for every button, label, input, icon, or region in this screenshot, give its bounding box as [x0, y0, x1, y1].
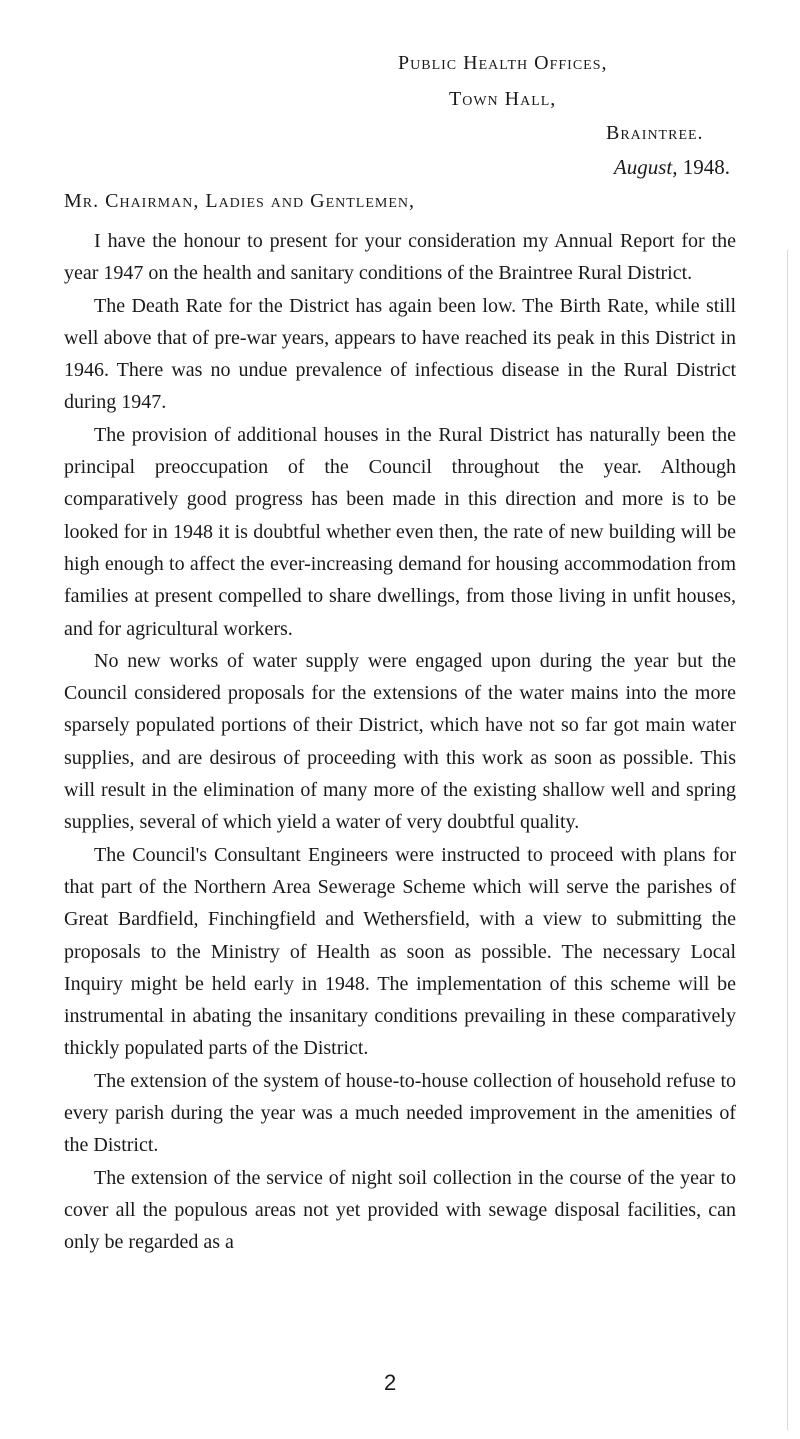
letter-date: [614, 155, 730, 180]
salutation: Mr. Chairman, Ladies and Gentlemen,: [64, 190, 415, 212]
paragraph-night-soil: The extension of the service of night soil collection in the course of the year to cover all the populous areas not yet provided with sewage disposal facilities, can only be regarded as a: [64, 1166, 736, 1254]
address-line-building: Town Hall,: [449, 88, 557, 110]
paragraph-vital-statistics: The Death Rate for the District has again been low. The Birth Rate, while still well above that of pre-war years, appears to have reached its peak in this District in 1946. There was no undue prevalence of infectious disease in the Rural District during 1947.: [64, 294, 736, 414]
date-year: 1948.: [682, 155, 730, 179]
paragraph-housing: The provision of additional houses in the Rural District has naturally been the principal preoccupation of the Council throughout the year. Although comparatively good progress has been made in this direction and more is to be looked for in 1948 it is doubtful whether even then, the rate of new building will be high enough to affect the ever-increasing demand for housing accommodation from families at present compelled to share dwellings, from those living in unfit houses, and for agricultural workers.: [64, 423, 736, 640]
paragraph-introduction: I have the honour to present for your consideration my Annual Report for the year 1947 on the health and sanitary conditions of the Braintree Rural District.: [64, 230, 736, 285]
report-body: [64, 225, 736, 1259]
paragraph-refuse-collection: The extension of the system of house-to-house collection of household refuse to every parish during the year was a much needed improvement in the amenities of the District.: [64, 1069, 736, 1157]
address-line-town: Braintree.: [606, 122, 704, 144]
paragraph-sewerage: The Council's Consultant Engineers were instructed to proceed with plans for that part of the Northern Area Sewerage Scheme which will serve the parishes of Great Bardfield, Finchingfield and Wethersfield, with a view to submitting the proposals to the Ministry of Health as soon as possible. The necessary Local Inquiry might be held early in 1948. The implementation of this scheme will be instrumental in abating the insanitary conditions prevailing in these comparatively thickly populated parts of the District.: [64, 843, 736, 1060]
page-number: 2: [384, 1370, 397, 1395]
paragraph-water-supply: No new works of water supply were engaged upon during the year but the Council considered proposals for the extensions of the water mains into the more sparsely populated portions of their District, which have not so far got main water supplies, and are desirous of proceeding with this work as soon as possible. This will result in the elimination of many more of the existing shallow well and spring supplies, several of which yield a water of very doubtful quality.: [64, 649, 736, 834]
address-line-office: Public Health Offices,: [398, 52, 608, 74]
date-month: August,: [613, 155, 678, 179]
page-edge-divider: [787, 250, 788, 1430]
